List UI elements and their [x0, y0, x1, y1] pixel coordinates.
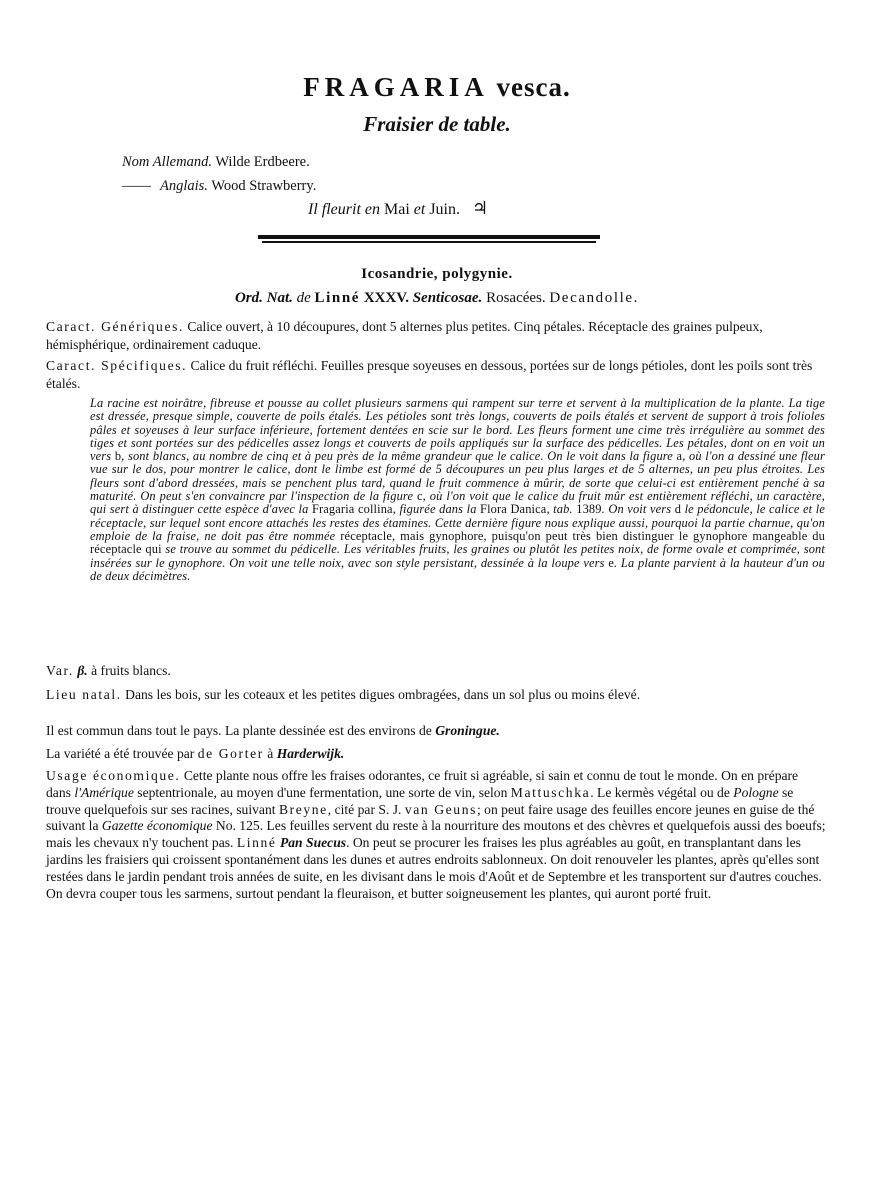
variety-found-place: Harderwijk.	[276, 746, 345, 761]
linne-name: Linné	[314, 290, 361, 306]
flowering-month2: Juin.	[429, 201, 460, 218]
variety-text: à fruits blancs.	[91, 663, 171, 678]
variety-found-person: de Gorter	[197, 746, 264, 761]
german-label: Nom Allemand.	[122, 154, 212, 170]
decandolle-name: Decandolle.	[549, 290, 640, 306]
description-paragraph	[90, 397, 825, 583]
place-name: l'Amérique	[74, 784, 134, 800]
german-name-row	[122, 150, 316, 174]
author-name: Linné	[236, 835, 277, 851]
generic-text: Calice ouvert, à 10 découpures, dont 5 alternes plus petites. Cinq pétales. Réceptacle des graines pulpeux, hémisphérique, ordinairement caduque.	[46, 319, 763, 352]
desc-text: , figurée dans la	[392, 502, 481, 517]
plate-number: 1389	[576, 502, 602, 517]
desc-text: se trouve au sommet du pédicelle. Les véritables fruits, les graines ou plutôt les petites noix, de forme ovale et comprimée, sont insérées sur le gynophore. On voit une telle noix, avec son style persistant, dessinée à la loupe vers	[90, 542, 825, 570]
figure-letter: c	[416, 489, 423, 504]
usage-text: ; on peut faire usage des feuilles encore jeunes en guise de thé suivant la	[46, 801, 815, 834]
figure-letter: a	[676, 449, 683, 464]
desc-text: , où l'on a dessiné une fleur vue sur le dos, pour montrer le calice, dont le limbe est formé de 5 découpures un peu plus larges et de 5 alternes, un peu plus étroites. Les fleurs sont d'abord dressées, mais se penchent plus tard, quand le fruit commence à mûrir, de sorte que celui-ci est entièrement penché à sa maturité. On peut s'en convaincre par l'inspection de la figure	[90, 449, 825, 504]
ordre-prefix: Ord. Nat.	[234, 290, 293, 306]
linnaean-class: Icosandrie, polygynie.	[361, 266, 513, 282]
variety-found-line	[46, 745, 826, 763]
usage-text: Cette plante nous offre les fraises odorantes, ce fruit si agréable, si sain et connu de tout le monde. On en prépare dans	[46, 768, 799, 800]
usage-text: No. 125. Les feuilles servent du reste à la nourriture des moutons et des chèvres et quelquefois aussi des boeufs; mais les chevaux n'y touchent pas.	[46, 818, 826, 851]
habitat-label: Lieu natal.	[46, 687, 122, 702]
desc-text: le pédoncule, le calice et le réceptacle, sur lequel sont encore attachés les restes des étamines. Cette dernière figure nous explique aussi, pourquoi la partie charnue, qu'on emploie de la fraise, ne doit pas être nommée	[90, 502, 826, 543]
distribution-line	[46, 722, 826, 740]
variety-beta: β.	[77, 663, 88, 678]
french-name: Fraisier de table.	[363, 112, 511, 136]
figure-letter: d	[674, 502, 682, 517]
divider-rule-thin	[262, 241, 596, 243]
specific-characters	[46, 357, 826, 392]
genus-name: FRAGARIA	[303, 72, 489, 102]
author-name: Mattuschka	[510, 784, 591, 800]
natural-order	[0, 290, 874, 307]
english-label: Anglais.	[160, 178, 208, 194]
page-title	[0, 72, 874, 103]
usage-text: , cité par S. J.	[327, 801, 405, 817]
species-reference: Fragaria collina	[311, 502, 393, 517]
desc-text: La racine est noirâtre, fibreuse et pousse au collet plusieurs sarmens qui rampent sur terre et servent à la multiplication de la plante. La tige est dressée, presque simple, couverte de poils étalés. Les pétioles sont très longs, couverts de poils étalés et servent de support à trois folioles pâles et soyeuses à leur surface inférieure, fortement dentées en scie sur le bord. Les fleurs forment une cime très irrégulière au sommet des tiges et sont portées sur des pédicelles assez longs et couverts de poils appliqués sur la surface des pédicelles. Les pétales, dont on en voit un vers	[90, 396, 825, 464]
usage-text: se trouve quelquefois sur ses racines, suivant	[46, 784, 794, 817]
specific-label: Caract. Spécifiques.	[46, 358, 188, 373]
rosacees: Rosacées.	[486, 290, 546, 306]
publication-name: Pan Suecus	[279, 835, 347, 851]
economic-use-label: Usage économique.	[46, 768, 181, 783]
figure-letter: e	[608, 555, 614, 570]
species-name: vesca.	[496, 72, 571, 102]
variety-line	[46, 662, 826, 680]
book-reference: Flora Danica	[480, 502, 547, 517]
ditto-dash: ——	[122, 178, 151, 194]
author-name: Breyne	[278, 801, 328, 817]
publication-name: Gazette économique	[101, 818, 213, 834]
ordre-de: de	[296, 290, 311, 306]
place-name: Pologne	[733, 784, 779, 800]
divider-rule	[258, 235, 600, 239]
desc-text: , sont blancs, au nombre de cinq et à peu près de la même grandeur que le calice. On le voit dans la figure	[121, 449, 677, 464]
variety-label: Var.	[46, 663, 74, 678]
specific-text: Calice du fruit réfléchi. Feuilles presque soyeuses en dessous, portées sur de longs pétioles, dont les poils sont très étalés.	[46, 358, 813, 391]
economic-use-paragraph	[46, 768, 826, 902]
generic-label: Caract. Génériques.	[46, 319, 184, 334]
distribution-text: Il est commun dans tout le pays. La plante dessinée est des environs de	[46, 723, 432, 738]
flowering-et: et	[413, 201, 426, 218]
desc-text: , tab.	[546, 502, 577, 517]
english-name-row	[122, 174, 316, 198]
desc-text: , où l'on voit que le calice du fruit mûr est entièrement réfléchi, un caractère, qui sert à distinguer cette espèce d'avec la	[90, 489, 825, 517]
english-value: Wood Strawberry.	[211, 178, 317, 194]
desc-text: . La plante parvient à la hauteur d'un ou de deux décimètres.	[90, 555, 825, 583]
variety-found-a: à	[267, 746, 274, 761]
usage-text: . On peut se procurer les fraises les plus agréables au goût, en transplantant dans les jardins les fraisiers qui croissent spontanément dans les dunes et autres endroits sablonneux. On doit renouveler les plantes, après qu'elles sont restées dans le jardin pendant trois années de suite, en les divisant dans le mois d'Août et de Septembre et les transportent sur d'autres couches. On devra couper tous les sarmens, surtout pendant la fleuraison, et butter soigneusement les plantes, qui auront porté fruit.	[46, 835, 822, 901]
desc-upright-text: réceptacle, mais gynophore, puisqu'on peut très bien distinguer le gynophore mangeable du réceptacle qui	[90, 528, 825, 557]
usage-text: . Le kermès végétal ou de	[590, 784, 734, 800]
common-names	[122, 150, 316, 198]
german-value: Wilde Erdbeere.	[215, 154, 310, 170]
author-name: van Geuns	[404, 801, 477, 817]
figure-letter: b	[114, 449, 122, 464]
variety-found-text: La variété a été trouvée par	[46, 746, 195, 761]
distribution-place: Groningue.	[435, 723, 500, 738]
flowering-prefix: Il fleurit en	[308, 201, 380, 218]
ordre-number: XXXV.	[363, 290, 409, 306]
senticosae: Senticosae.	[412, 290, 483, 306]
habitat-paragraph	[46, 686, 826, 704]
perennial-icon: ♃	[471, 198, 489, 218]
generic-characters	[46, 318, 826, 353]
desc-text: . On voit vers	[601, 502, 675, 517]
usage-text: septentrionale, au moyen d'une fermentation, une sorte de vin, selon	[133, 784, 511, 800]
flowering-period	[308, 198, 488, 219]
flowering-month1: Mai	[383, 201, 410, 218]
habitat-text: Dans les bois, sur les coteaux et les petites digues ombragées, dans un sol plus ou moins élevé.	[125, 687, 641, 702]
